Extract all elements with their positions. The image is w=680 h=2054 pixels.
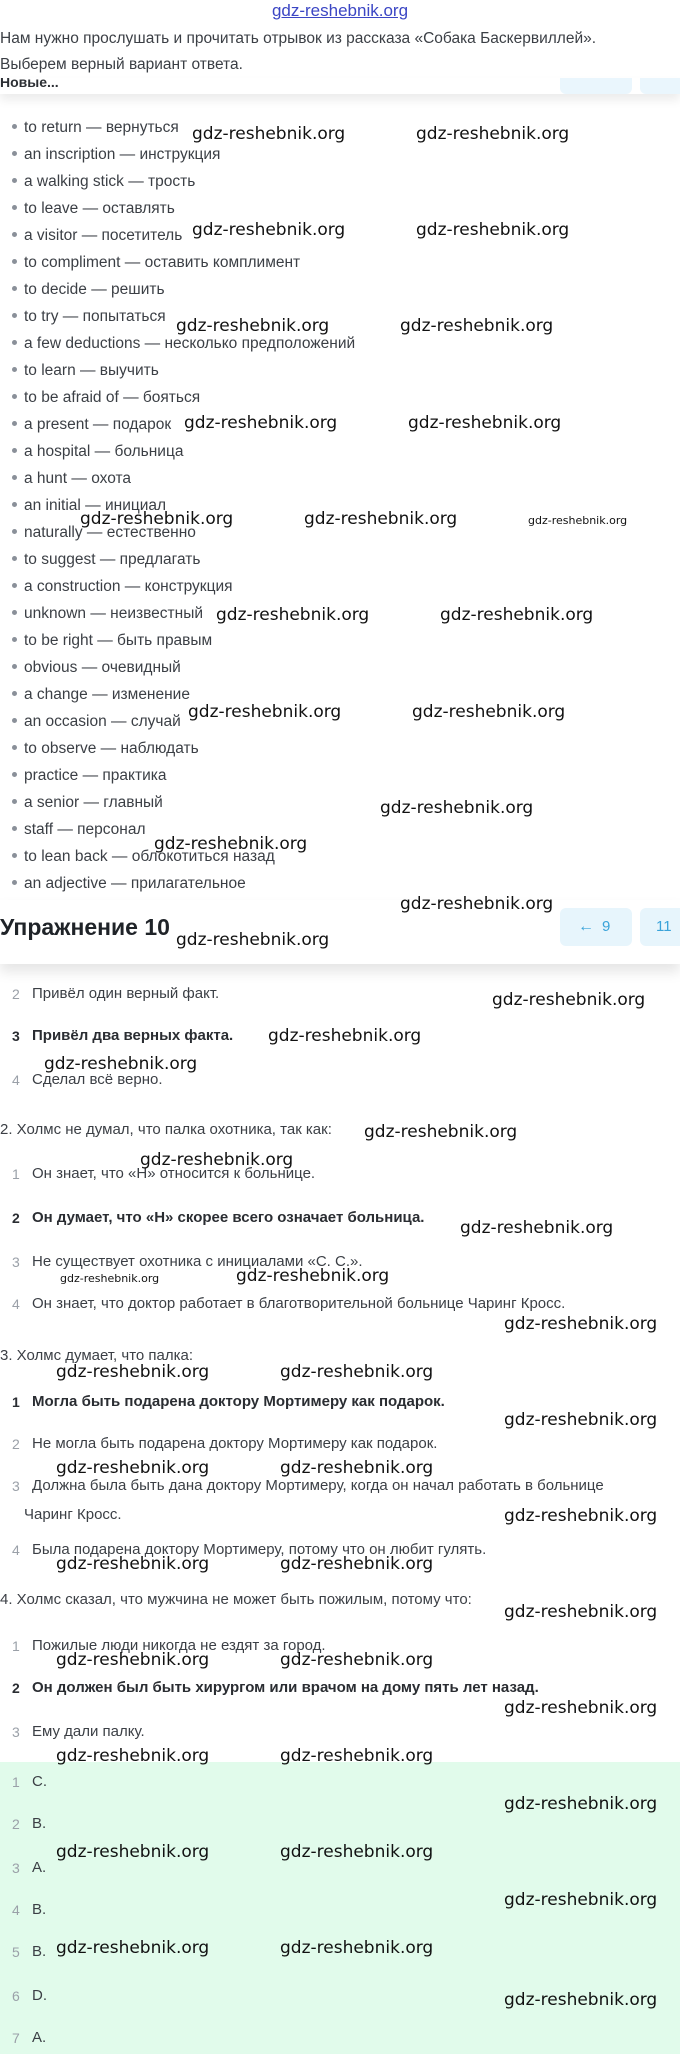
bullet-icon	[12, 610, 17, 615]
vocab-item: to leave — оставлять	[12, 195, 612, 222]
watermark: gdz-reshebnik.org	[440, 605, 594, 625]
vocab-item: to suggest — предлагать	[12, 546, 612, 573]
bullet-icon	[12, 124, 17, 129]
vocab-item: a hunt — охота	[12, 465, 612, 492]
bullet-icon	[12, 826, 17, 831]
watermark: gdz-reshebnik.org	[492, 990, 646, 1010]
question-2: 2. Холмс не думал, что палка охотника, так как:	[0, 1121, 332, 1138]
exercise-header	[0, 900, 680, 964]
bullet-icon	[12, 259, 17, 264]
bullet-icon	[12, 286, 17, 291]
watermark: gdz-reshebnik.org	[364, 1122, 518, 1142]
bullet-icon	[12, 178, 17, 183]
next-exercise-button[interactable]	[640, 908, 680, 946]
prev-exercise-button[interactable]	[560, 908, 632, 946]
answer-row: 1 C.	[12, 1773, 47, 1790]
bullet-icon	[12, 475, 17, 480]
nav-prev-fragment[interactable]	[560, 78, 632, 94]
question-4: 4. Холмс сказал, что мужчина не может быть пожилым, потому что:	[0, 1591, 472, 1608]
watermark: gdz-reshebnik.org	[236, 1266, 390, 1286]
vocab-item: an inscription — инструкция	[12, 141, 612, 168]
bullet-icon	[12, 880, 17, 885]
vocab-item: a senior — главный	[12, 789, 612, 816]
bullet-icon	[12, 799, 17, 804]
bullet-icon	[12, 637, 17, 642]
bullet-icon	[12, 232, 17, 237]
watermark: gdz-reshebnik.org	[56, 1650, 210, 1670]
watermark: gdz-reshebnik.org	[460, 1218, 614, 1238]
vocab-item: an occasion — случай	[12, 708, 612, 735]
vocab-item: practice — практика	[12, 762, 612, 789]
prev-exercise-label: 9	[602, 918, 611, 935]
watermark: gdz-reshebnik.org	[140, 1150, 294, 1170]
vocab-item: to lean back — облокотиться назад	[12, 843, 612, 870]
watermark: gdz-reshebnik.org	[280, 1746, 434, 1766]
watermark: gdz-reshebnik.org	[504, 1890, 658, 1910]
watermark: gdz-reshebnik.org	[504, 1506, 658, 1526]
watermark: gdz-reshebnik.org	[56, 1362, 210, 1382]
site-title-link[interactable]: gdz-reshebnik.org	[271, 1, 409, 20]
bullet-icon	[12, 664, 17, 669]
watermark: gdz-reshebnik.org	[280, 1842, 434, 1862]
partial-heading: Новые...	[0, 78, 59, 90]
vocab-item: to be right — быть правым	[12, 627, 612, 654]
bullet-icon	[12, 718, 17, 723]
vocab-item: a visitor — посетитель	[12, 222, 612, 249]
intro-line-2: Выберем верный вариант ответа.	[0, 56, 243, 73]
answer-row: 7 A.	[12, 2029, 47, 2046]
vocab-item: to try — попытаться	[12, 303, 612, 330]
watermark: gdz-reshebnik.org	[56, 1458, 210, 1478]
watermark: gdz-reshebnik.org	[60, 1272, 160, 1285]
watermark: gdz-reshebnik.org	[56, 1842, 210, 1862]
vocab-item: a change — изменение	[12, 681, 612, 708]
vocab-item: an initial — инициал	[12, 492, 612, 519]
vocab-item: a present — подарок	[12, 411, 612, 438]
vocab-item: to observe — наблюдать	[12, 735, 612, 762]
bullet-icon	[12, 583, 17, 588]
watermark: gdz-reshebnik.org	[216, 605, 370, 625]
arrow-left-icon: ←	[578, 918, 594, 935]
vocab-item: obvious — очевидный	[12, 654, 612, 681]
watermark: gdz-reshebnik.org	[56, 1938, 210, 1958]
watermark: gdz-reshebnik.org	[380, 798, 534, 818]
sticky-header-fragment	[0, 78, 680, 94]
watermark: gdz-reshebnik.org	[528, 514, 628, 527]
vocab-item: an adjective — прилагательное	[12, 870, 612, 897]
answer-row: 6 D.	[12, 1987, 47, 2004]
intro-line-1: Нам нужно прослушать и прочитать отрывок из рассказа «Собака Баскервиллей».	[0, 30, 597, 47]
watermark: gdz-reshebnik.org	[304, 509, 458, 529]
vocab-item: to decide — решить	[12, 276, 612, 303]
next-exercise-label: 11	[656, 918, 672, 935]
watermark: gdz-reshebnik.org	[412, 702, 566, 722]
watermark: gdz-reshebnik.org	[504, 1314, 658, 1334]
watermark: gdz-reshebnik.org	[408, 413, 562, 433]
exercise-title: Упражнение 10	[0, 914, 170, 940]
vocab-item: a few deductions — несколько предположений	[12, 330, 612, 357]
vocab-item: to be afraid of — бояться	[12, 384, 612, 411]
watermark: gdz-reshebnik.org	[188, 702, 342, 722]
bullet-icon	[12, 772, 17, 777]
vocab-item: to compliment — оставить комплимент	[12, 249, 612, 276]
question-3: 3. Холмс думает, что палка:	[0, 1347, 194, 1364]
answer-row: 5 B.	[12, 1943, 47, 1960]
vocab-item: a hospital — больница	[12, 438, 612, 465]
vocab-item: unknown — неизвестный	[12, 600, 612, 627]
vocab-item: a walking stick — трость	[12, 168, 612, 195]
watermark: gdz-reshebnik.org	[192, 124, 346, 144]
bullet-icon	[12, 745, 17, 750]
watermark: gdz-reshebnik.org	[268, 1026, 422, 1046]
watermark: gdz-reshebnik.org	[504, 1698, 658, 1718]
watermark: gdz-reshebnik.org	[280, 1362, 434, 1382]
watermark: gdz-reshebnik.org	[56, 1554, 210, 1574]
watermark: gdz-reshebnik.org	[192, 220, 346, 240]
watermark: gdz-reshebnik.org	[176, 930, 330, 950]
watermark: gdz-reshebnik.org	[504, 1410, 658, 1430]
watermark: gdz-reshebnik.org	[280, 1650, 434, 1670]
watermark: gdz-reshebnik.org	[504, 1794, 658, 1814]
bullet-icon	[12, 340, 17, 345]
answer-row: 2 B.	[12, 1815, 47, 1832]
watermark: gdz-reshebnik.org	[400, 894, 554, 914]
watermark: gdz-reshebnik.org	[280, 1554, 434, 1574]
watermark: gdz-reshebnik.org	[280, 1458, 434, 1478]
bullet-icon	[12, 421, 17, 426]
watermark: gdz-reshebnik.org	[154, 834, 308, 854]
bullet-icon	[12, 853, 17, 858]
watermark: gdz-reshebnik.org	[184, 413, 338, 433]
vocab-item: to return — вернуться	[12, 114, 612, 141]
vocab-item: staff — персонал	[12, 816, 612, 843]
bullet-icon	[12, 394, 17, 399]
watermark: gdz-reshebnik.org	[176, 316, 330, 336]
bullet-icon	[12, 502, 17, 507]
bullet-icon	[12, 556, 17, 561]
watermark: gdz-reshebnik.org	[504, 1602, 658, 1622]
watermark: gdz-reshebnik.org	[44, 1054, 198, 1074]
bullet-icon	[12, 205, 17, 210]
vocab-item: naturally — естественно	[12, 519, 612, 546]
vocab-item: a construction — конструкция	[12, 573, 612, 600]
vocab-item: to learn — выучить	[12, 357, 612, 384]
watermark: gdz-reshebnik.org	[80, 509, 234, 529]
watermark: gdz-reshebnik.org	[280, 1938, 434, 1958]
watermark: gdz-reshebnik.org	[400, 316, 554, 336]
bullet-icon	[12, 691, 17, 696]
answer-row: 4 B.	[12, 1901, 47, 1918]
bullet-icon	[12, 313, 17, 318]
exercise-intro	[0, 26, 680, 78]
watermark: gdz-reshebnik.org	[56, 1746, 210, 1766]
bullet-icon	[12, 448, 17, 453]
watermark: gdz-reshebnik.org	[504, 1990, 658, 2010]
bullet-icon	[12, 367, 17, 372]
nav-next-fragment[interactable]	[640, 78, 680, 94]
bullet-icon	[12, 529, 17, 534]
answer-row: 3 A.	[12, 1859, 47, 1876]
watermark: gdz-reshebnik.org	[416, 124, 570, 144]
bullet-icon	[12, 151, 17, 156]
watermark: gdz-reshebnik.org	[416, 220, 570, 240]
